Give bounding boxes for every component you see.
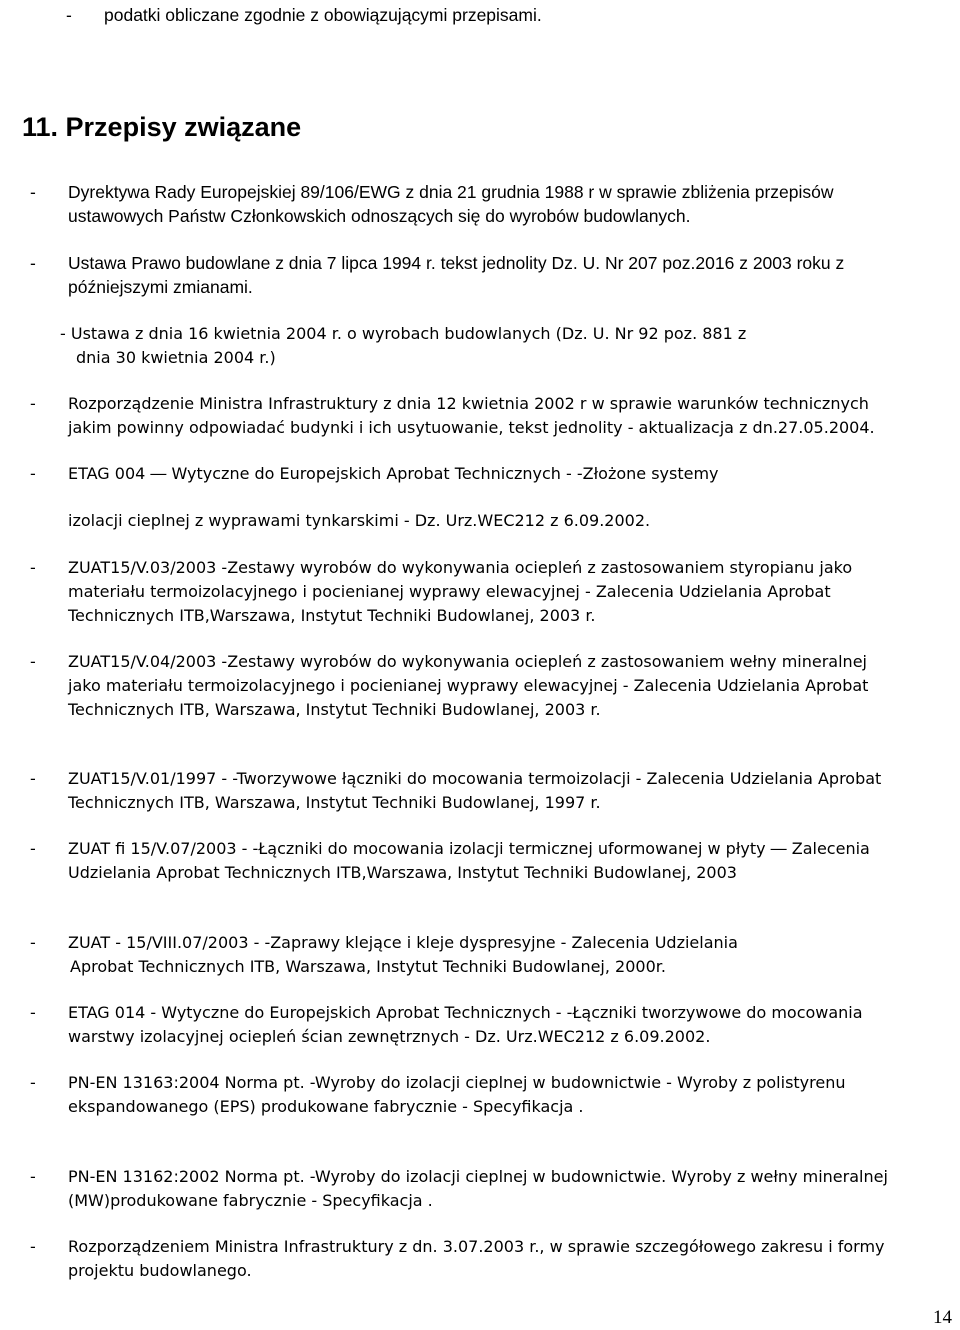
list-item-line: Technicznych ITB, Warszawa, Instytut Techniki Budowlanej, 2003 r. — [68, 700, 601, 719]
list-dash: - — [30, 182, 36, 202]
list-item-line: ekspandowanego (EPS) produkowane fabrycznie - Specyfikacja . — [68, 1097, 584, 1116]
list-item-line: późniejszymi zmianami. — [68, 277, 253, 297]
list-dash: - — [30, 652, 36, 671]
list-item-line: PN-EN 13163:2004 Norma pt. -Wyroby do izolacji cieplnej w budownictwie - Wyroby z polistyrenu — [68, 1073, 846, 1092]
list-item-line: warstwy izolacyjnej ociepleń ścian zewnętrznych - Dz. Urz.WEC212 z 6.09.2002. — [68, 1027, 711, 1046]
intro-line: podatki obliczane zgodnie z obowiązującymi przepisami. — [104, 5, 542, 25]
list-dash: - — [30, 253, 36, 273]
list-item-line: jakim powinny odpowiadać budynki i ich usytuowanie, tekst jednolity - aktualizacja z dn.27.05.2004. — [68, 418, 875, 437]
list-dash: - — [30, 1003, 36, 1022]
list-item-line: jako materiału termoizolacyjnego i pocienianej wyprawy elewacyjnej - Zalecenia Udzielania Aprobat — [68, 676, 869, 695]
list-dash: - — [30, 464, 36, 483]
list-item-line: Rozporządzenie Ministra Infrastruktury z dnia 12 kwietnia 2002 r w sprawie warunków technicznych — [68, 394, 869, 413]
list-dash: - — [30, 1073, 36, 1092]
list-dash: - — [30, 933, 36, 952]
list-item-line: Udzielania Aprobat Technicznych ITB,Warszawa, Instytut Techniki Budowlanej, 2003 — [68, 863, 737, 882]
list-item-line: ustawowych Państw Członkowskich odnoszących się do wyrobów budowlanych. — [68, 206, 691, 226]
section-heading: 11. Przepisy związane — [22, 112, 302, 142]
page-number: 14 — [933, 1307, 952, 1328]
list-dash: - — [30, 394, 36, 413]
list-item-line: izolacji cieplnej z wyprawami tynkarskimi - Dz. Urz.WEC212 z 6.09.2002. — [68, 511, 651, 530]
list-item-line: PN-EN 13162:2002 Norma pt. -Wyroby do izolacji cieplnej w budownictwie. Wyroby z wełny mineralnej — [68, 1167, 888, 1186]
list-dash: - — [30, 1167, 36, 1186]
list-item-line: (MW)produkowane fabrycznie - Specyfikacja . — [68, 1191, 433, 1210]
list-dash: - — [30, 1237, 36, 1256]
list-dash: - — [66, 5, 72, 25]
list-item-line: Dyrektywa Rady Europejskiej 89/106/EWG z dnia 21 grudnia 1988 r w sprawie zbliżenia przepisów — [68, 182, 834, 202]
list-item-line: Rozporządzeniem Ministra Infrastruktury z dn. 3.07.2003 r., w sprawie szczegółowego zakresu i formy — [68, 1237, 885, 1256]
list-item-line: ZUAT15/V.03/2003 -Zestawy wyrobów do wykonywania ociepleń z zastosowaniem styropianu jako — [68, 558, 853, 577]
list-item-line: Technicznych ITB,Warszawa, Instytut Techniki Budowlanej, 2003 r. — [68, 606, 596, 625]
list-item-line: ETAG 014 - Wytyczne do Europejskich Aprobat Technicznych - -Łączniki tworzywowe do mocowania — [68, 1003, 863, 1022]
list-item-line: ZUAT - 15/VIII.07/2003 - -Zaprawy klejące i kleje dyspresyjne - Zalecenia Udzielania — [68, 933, 738, 952]
list-item-line: Aprobat Technicznych ITB, Warszawa, Instytut Techniki Budowlanej, 2000r. — [70, 957, 666, 976]
list-dash: - — [30, 769, 36, 788]
list-item-line: ZUAT15/V.01/1997 - -Tworzywowe łączniki do mocowania termoizolacji - Zalecenia Udzielania Aprobat — [68, 769, 882, 788]
list-item-line: projektu budowlanego. — [68, 1261, 252, 1280]
list-item-line: materiału termoizolacyjnego i pocienianej wyprawy elewacyjnej - Zalecenia Udzielania Aprobat — [68, 582, 831, 601]
list-dash: - — [30, 839, 36, 858]
list-item-line: - Ustawa z dnia 16 kwietnia 2004 r. o wyrobach budowlanych (Dz. U. Nr 92 poz. 881 z — [60, 324, 747, 343]
list-dash: - — [30, 558, 36, 577]
list-item-line: Ustawa Prawo budowlane z dnia 7 lipca 1994 r. tekst jednolity Dz. U. Nr 207 poz.2016 z 2003 roku z — [68, 253, 845, 273]
list-item-line: ETAG 004 ― Wytyczne do Europejskich Aprobat Technicznych - -Złożone systemy — [68, 464, 719, 483]
list-item-line: ZUAT15/V.04/2003 -Zestawy wyrobów do wykonywania ociepleń z zastosowaniem wełny mineralnej — [68, 652, 867, 671]
list-item-line: dnia 30 kwietnia 2004 r.) — [76, 348, 276, 367]
list-item-line: ZUAT fi 15/V.07/2003 - -Łączniki do mocowania izolacji termicznej uformowanej w płyty ― Zalecenia — [68, 839, 870, 858]
list-item-line: Technicznych ITB, Warszawa, Instytut Techniki Budowlanej, 1997 r. — [68, 793, 601, 812]
